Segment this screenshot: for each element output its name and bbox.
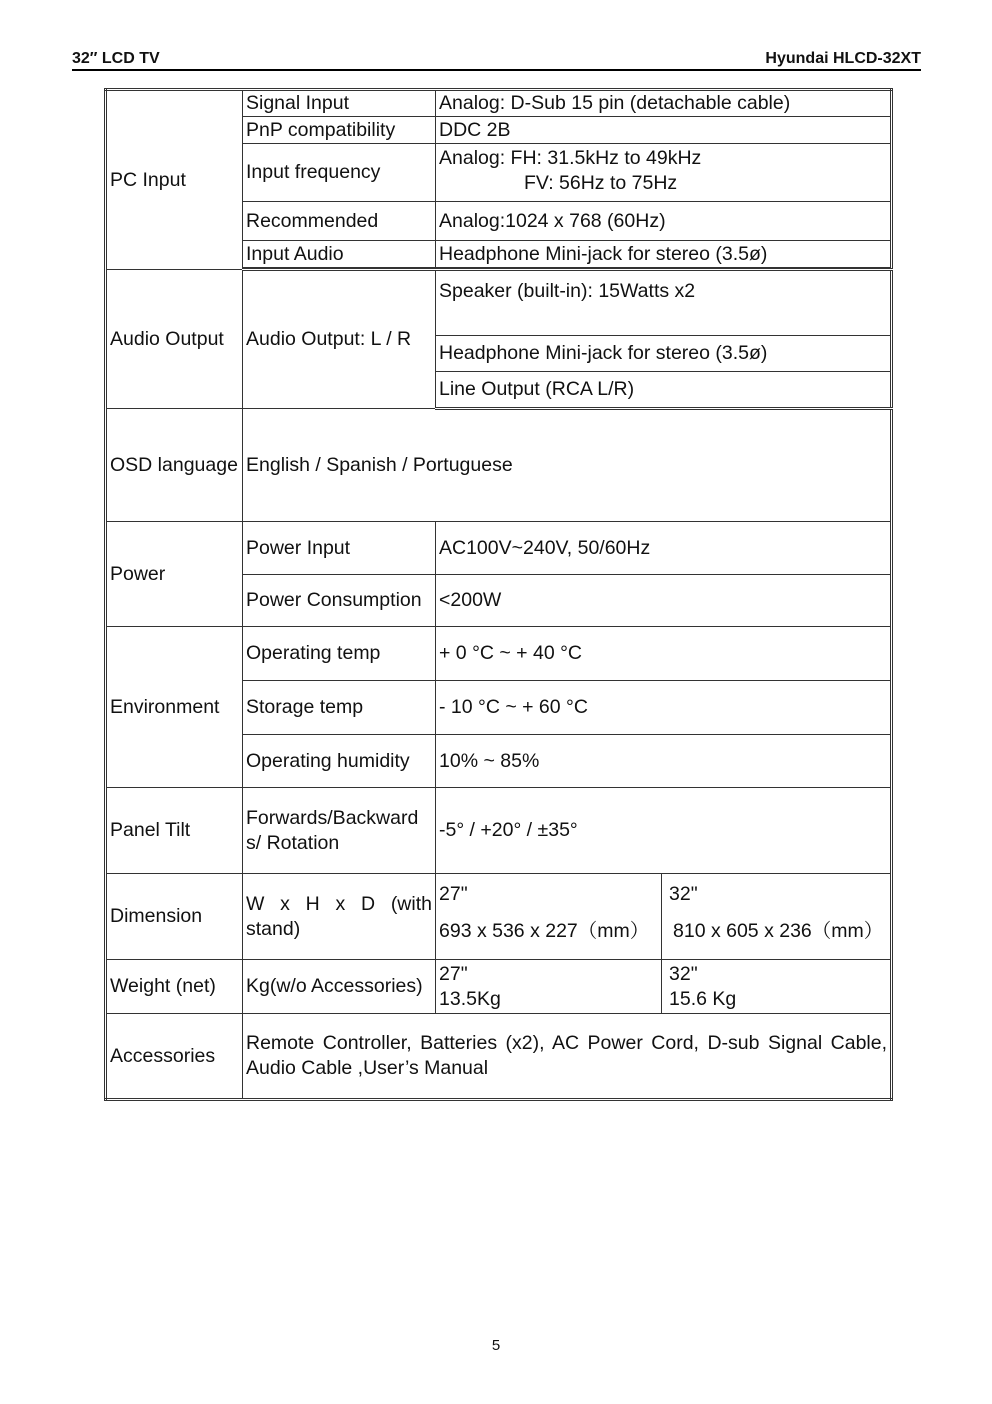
value-accessories: Remote Controller, Batteries (x2), AC Power Cord, D-sub Signal Cable, Audio Cable ,User’s Manual — [243, 1014, 892, 1100]
label-storage-temp: Storage temp — [243, 681, 436, 735]
label-panel-tilt: Forwards/Backwards/ Rotation — [243, 788, 436, 874]
table-row — [106, 960, 892, 1014]
table-row — [106, 627, 892, 681]
dimension-dims-27: 693 x 536 x 227（mm） — [439, 920, 650, 942]
value-storage-temp: - 10 °C ~ + 60 °C — [436, 681, 892, 735]
label-dimension: W x H x D (with stand) — [243, 874, 436, 960]
value-pnp: DDC 2B — [436, 117, 892, 144]
weight-value-27: 13.5Kg — [439, 987, 501, 1010]
label-input-frequency: Input frequency — [243, 144, 436, 202]
table-row — [106, 522, 892, 575]
category-pc-input: PC Input — [106, 90, 243, 270]
input-frequency-fh: Analog: FH: 31.5kHz to 49kHz — [439, 147, 702, 169]
weight-size-27: 27" — [439, 962, 468, 985]
table-row — [106, 409, 892, 522]
weight-value-32: 15.6 Kg — [669, 987, 737, 1010]
label-power-consumption: Power Consumption — [243, 575, 436, 627]
table-row — [106, 788, 892, 874]
category-audio-output: Audio Output — [106, 270, 243, 409]
category-power: Power — [106, 522, 243, 627]
value-panel-tilt: -5° / +20° / ±35° — [436, 788, 892, 874]
page-header — [72, 50, 921, 71]
value-headphone: Headphone Mini-jack for stereo (3.5ø) — [436, 336, 892, 372]
value-power-consumption: <200W — [436, 575, 892, 627]
value-dimension-27 — [436, 874, 662, 960]
table-row — [106, 90, 892, 117]
value-dimension-32 — [662, 874, 892, 960]
value-operating-temp: + 0 °C ~ + 40 °C — [436, 627, 892, 681]
value-osd-language: English / Spanish / Portuguese — [243, 409, 892, 522]
label-pnp: PnP compatibility — [243, 117, 436, 144]
spec-table — [104, 88, 893, 1101]
label-signal-input: Signal Input — [243, 90, 436, 117]
label-recommended: Recommended — [243, 202, 436, 241]
value-line-output: Line Output (RCA L/R) — [436, 372, 892, 409]
label-operating-humidity: Operating humidity — [243, 735, 436, 788]
weight-size-32: 32" — [669, 962, 698, 985]
dimension-size-32: 32" — [669, 883, 698, 905]
category-osd-language: OSD language — [106, 409, 243, 522]
category-panel-tilt: Panel Tilt — [106, 788, 243, 874]
category-dimension: Dimension — [106, 874, 243, 960]
value-power-input: AC100V~240V, 50/60Hz — [436, 522, 892, 575]
category-accessories: Accessories — [106, 1014, 243, 1100]
value-recommended: Analog:1024 x 768 (60Hz) — [436, 202, 892, 241]
value-speaker: Speaker (built-in): 15Watts x2 — [436, 270, 892, 336]
label-audio-output: Audio Output: L / R — [243, 270, 436, 409]
label-input-audio: Input Audio — [243, 241, 436, 268]
label-power-input: Power Input — [243, 522, 436, 575]
category-weight: Weight (net) — [106, 960, 243, 1014]
label-operating-temp: Operating temp — [243, 627, 436, 681]
dimension-size-27: 27" — [439, 883, 468, 905]
value-input-frequency — [436, 144, 892, 202]
page-number: 5 — [491, 1337, 501, 1354]
label-weight: Kg(w/o Accessories) — [243, 960, 436, 1014]
input-frequency-fv: FV: 56Hz to 75Hz — [524, 172, 678, 194]
value-weight-32 — [662, 960, 892, 1014]
table-row — [106, 1014, 892, 1100]
header-product-type: 32″ LCD TV — [72, 50, 160, 67]
value-operating-humidity: 10% ~ 85% — [436, 735, 892, 788]
table-row — [106, 270, 892, 336]
value-signal-input: Analog: D-Sub 15 pin (detachable cable) — [436, 90, 892, 117]
header-model-name: Hyundai HLCD-32XT — [765, 50, 921, 67]
value-weight-27 — [436, 960, 662, 1014]
value-input-audio: Headphone Mini-jack for stereo (3.5ø) — [436, 241, 892, 268]
table-row — [106, 874, 892, 960]
dimension-dims-32: 810 x 605 x 236（mm） — [673, 920, 884, 942]
category-environment: Environment — [106, 627, 243, 788]
